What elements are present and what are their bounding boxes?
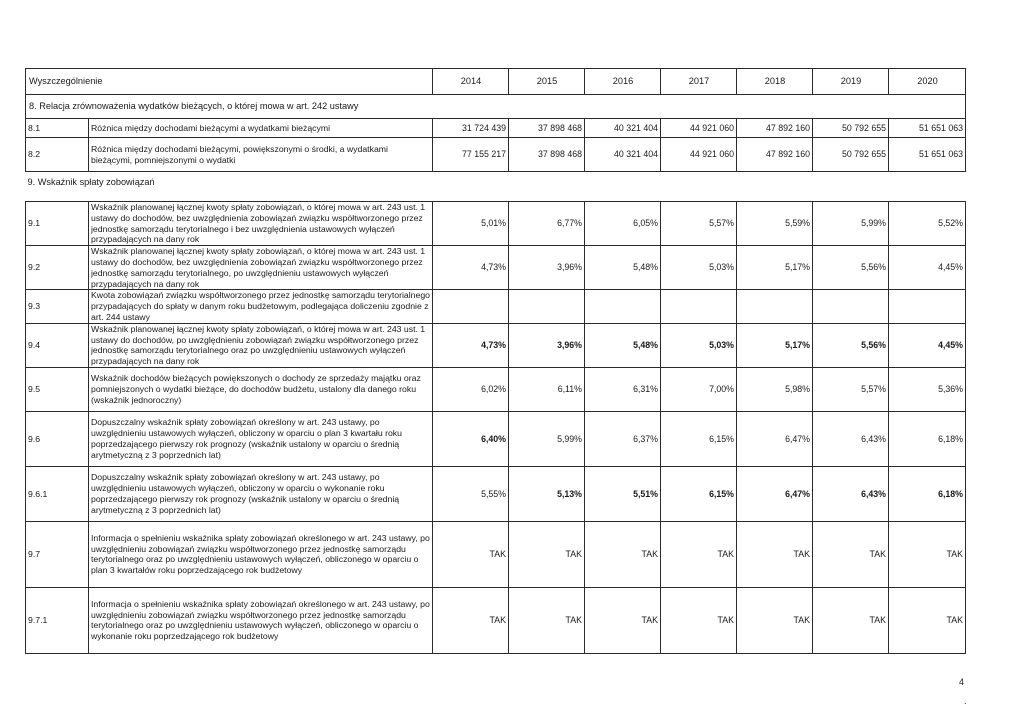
value-cell: 6,18% (889, 411, 966, 466)
value-cell: 50 792 655 (813, 138, 889, 172)
value-cell: 5,56% (813, 323, 889, 367)
value-cell: 5,59% (737, 202, 813, 246)
value-cell: 5,55% (433, 466, 509, 521)
value-cell: 7,00% (661, 367, 737, 411)
value-cell: TAK (813, 521, 889, 587)
value-cell: 6,11% (509, 367, 585, 411)
value-cell: 31 724 439 (433, 119, 509, 138)
value-cell: TAK (509, 521, 585, 587)
table-row (26, 466, 966, 521)
page-mark: . (964, 696, 967, 706)
spacer-row (26, 194, 966, 202)
year-header: 2020 (889, 69, 966, 95)
year-header: 2015 (509, 69, 585, 95)
value-cell (661, 290, 737, 323)
section-title-row (26, 172, 966, 194)
value-cell: 5,57% (661, 202, 737, 246)
value-cell: 6,43% (813, 411, 889, 466)
table-row (26, 202, 966, 246)
value-cell: 6,15% (661, 411, 737, 466)
value-cell (813, 290, 889, 323)
value-cell: 5,98% (737, 367, 813, 411)
value-cell: 4,73% (433, 246, 509, 290)
value-cell: 6,77% (509, 202, 585, 246)
value-cell: 51 651 063 (889, 119, 966, 138)
value-cell: 37 898 468 (509, 119, 585, 138)
value-cell: 6,05% (585, 202, 661, 246)
value-cell: 5,99% (509, 411, 585, 466)
year-header: 2019 (813, 69, 889, 95)
row-number: 9.4 (26, 323, 89, 367)
value-cell: 37 898 468 (509, 138, 585, 172)
table-row (26, 323, 966, 367)
value-cell: TAK (509, 587, 585, 653)
value-cell: TAK (585, 587, 661, 653)
value-cell: 40 321 404 (585, 119, 661, 138)
value-cell: 47 892 160 (737, 138, 813, 172)
row-number: 9.7.1 (26, 587, 89, 653)
table-row (26, 138, 966, 172)
row-number: 9.7 (26, 521, 89, 587)
value-cell (433, 290, 509, 323)
value-cell: 6,15% (661, 466, 737, 521)
row-number: 9.3 (26, 290, 89, 323)
value-cell: 4,73% (433, 323, 509, 367)
year-header: 2016 (585, 69, 661, 95)
value-cell: TAK (585, 521, 661, 587)
table-row (26, 119, 966, 138)
value-cell: 50 792 655 (813, 119, 889, 138)
value-cell (585, 290, 661, 323)
page-number: 4 (959, 677, 965, 687)
value-cell: 6,43% (813, 466, 889, 521)
row-description: Wskaźnik planowanej łącznej kwoty spłaty zobowiązań, o której mowa w art. 243 ust. 1 ustawy do dochodów, bez uwzględnienia zobowiązań związku współtworzonego przez jednostkę samorządu terytorialnego, po uwzględnieniu ustawowych wyłączeń przypadających na dany rok (89, 246, 433, 290)
row-description: Różnica między dochodami bieżącymi a wydatkami bieżącymi (89, 119, 433, 138)
value-cell: 44 921 060 (661, 119, 737, 138)
value-cell: 5,03% (661, 323, 737, 367)
row-description: Kwota zobowiązań związku współtworzonego przez jednostkę samorządu terytorialnego przypadających do spłaty w danym roku budżetowym, podlegająca doliczeniu zgodnie z art. 244 ustawy (89, 290, 433, 323)
value-cell: TAK (433, 587, 509, 653)
forecast-table (25, 68, 966, 654)
section-title: 9. Wskaźnik spłaty zobowiązań (27, 177, 155, 188)
value-cell (889, 290, 966, 323)
value-cell: 6,02% (433, 367, 509, 411)
value-cell: TAK (661, 521, 737, 587)
row-description: Wskaźnik dochodów bieżących powiększonych o dochody ze sprzedaży majątku oraz pomniejszonych o wydatki bieżące, do dochodów budżetu, ustalony dla danego roku (wskaźnik jednoroczny) (89, 367, 433, 411)
value-cell: TAK (737, 587, 813, 653)
value-cell: 5,17% (737, 246, 813, 290)
financial-forecast-sheet (25, 68, 966, 654)
value-cell: 5,57% (813, 367, 889, 411)
row-description: Informacja o spełnieniu wskaźnika spłaty zobowiązań określonego w art. 243 ustawy, po uwzględnieniu zobowiązań związku współtworzonego przez jednostkę samorządu terytorialnego oraz po uwzględnieniu ustawowych wyłączeń, obliczonego w oparciu o wykonanie roku poprzedzającego rok budżetowy (89, 587, 433, 653)
value-cell (509, 290, 585, 323)
row-description: Wskaźnik planowanej łącznej kwoty spłaty zobowiązań, o której mowa w art. 243 ust. 1 ustawy do dochodów, po uwzględnieniu zobowiązań związku współtworzonego przez jednostkę samorządu terytorialnego oraz po uwzględnieniu ustawowych wyłączeń przypadających na dany rok (89, 323, 433, 367)
row-number: 9.5 (26, 367, 89, 411)
row-number: 9.6.1 (26, 466, 89, 521)
value-cell: 77 155 217 (433, 138, 509, 172)
value-cell: TAK (737, 521, 813, 587)
row-description: Informacja o spełnieniu wskaźnika spłaty zobowiązań określonego w art. 243 ustawy, po uwzględnieniu zobowiązań związku współtworzonego przez jednostkę samorządu terytorialnego oraz po uwzględnieniu ustawowych wyłączeń, obliczonego w oparciu o plan 3 kwartałów roku poprzedzającego rok budżetowy (89, 521, 433, 587)
value-cell: 5,03% (661, 246, 737, 290)
value-cell: TAK (813, 587, 889, 653)
table-row (26, 521, 966, 587)
value-cell: 6,40% (433, 411, 509, 466)
value-cell: 5,13% (509, 466, 585, 521)
value-cell: 44 921 060 (661, 138, 737, 172)
row-number: 8.1 (26, 119, 89, 138)
row-number: 9.1 (26, 202, 89, 246)
value-cell: 51 651 063 (889, 138, 966, 172)
value-cell: 5,52% (889, 202, 966, 246)
row-number: 9.6 (26, 411, 89, 466)
year-header: 2017 (661, 69, 737, 95)
value-cell: TAK (433, 521, 509, 587)
header-label: Wyszczególnienie (26, 69, 433, 95)
value-cell: 5,51% (585, 466, 661, 521)
value-cell: 6,37% (585, 411, 661, 466)
value-cell: 5,48% (585, 246, 661, 290)
value-cell: 6,47% (737, 466, 813, 521)
value-cell: 5,99% (813, 202, 889, 246)
header-row (26, 69, 966, 95)
value-cell: 5,36% (889, 367, 966, 411)
row-number: 8.2 (26, 138, 89, 172)
value-cell: 5,01% (433, 202, 509, 246)
table-row (26, 587, 966, 653)
value-cell: TAK (661, 587, 737, 653)
value-cell: 5,17% (737, 323, 813, 367)
year-header: 2014 (433, 69, 509, 95)
year-header: 2018 (737, 69, 813, 95)
value-cell: 6,18% (889, 466, 966, 521)
value-cell: 40 321 404 (585, 138, 661, 172)
value-cell: 3,96% (509, 323, 585, 367)
value-cell: 5,48% (585, 323, 661, 367)
value-cell: TAK (889, 587, 966, 653)
row-description: Dopuszczalny wskaźnik spłaty zobowiązań określony w art. 243 ustawy, po uwzględnieniu ustawowych wyłączeń, obliczony w oparciu o wykonanie roku poprzedzającego pierwszy rok prognozy (wskaźnik ustalony w oparciu o średnią arytmetyczną z 3 poprzednich lat) (89, 466, 433, 521)
table-row (26, 290, 966, 323)
table-row (26, 411, 966, 466)
table-row (26, 367, 966, 411)
table-row (26, 246, 966, 290)
value-cell: 4,45% (889, 246, 966, 290)
row-description: Dopuszczalny wskaźnik spłaty zobowiązań określony w art. 243 ustawy, po uwzględnieniu ustawowych wyłączeń, obliczony w oparciu o plan 3 kwartału roku poprzedzającego pierwszy rok prognozy (wskaźnik ustalony w oparciu o średnią arytmetyczną z 3 poprzednich lat) (89, 411, 433, 466)
row-description: Różnica między dochodami bieżącymi, powiększonymi o środki, a wydatkami bieżącymi, pomniejszonymi o wydatki (89, 138, 433, 172)
value-cell: 6,31% (585, 367, 661, 411)
value-cell: 6,47% (737, 411, 813, 466)
row-number: 9.2 (26, 246, 89, 290)
spacer-cell (26, 194, 966, 202)
row-description: Wskaźnik planowanej łącznej kwoty spłaty zobowiązań, o której mowa w art. 243 ust. 1 ustawy do dochodów, bez uwzględnienia zobowiązań związku współtworzonego przez jednostkę samorządu terytorialnego i bez uwzględnienia ustawowych wyłączeń przypadających na dany rok (89, 202, 433, 246)
value-cell: 5,56% (813, 246, 889, 290)
value-cell: 47 892 160 (737, 119, 813, 138)
value-cell (737, 290, 813, 323)
table-body (26, 69, 966, 654)
value-cell: 4,45% (889, 323, 966, 367)
value-cell: 3,96% (509, 246, 585, 290)
value-cell: TAK (889, 521, 966, 587)
section-title: 8. Relacja zrównoważenia wydatków bieżących, o której mowa w art. 242 ustawy (26, 95, 966, 119)
section-title-row (26, 95, 966, 119)
